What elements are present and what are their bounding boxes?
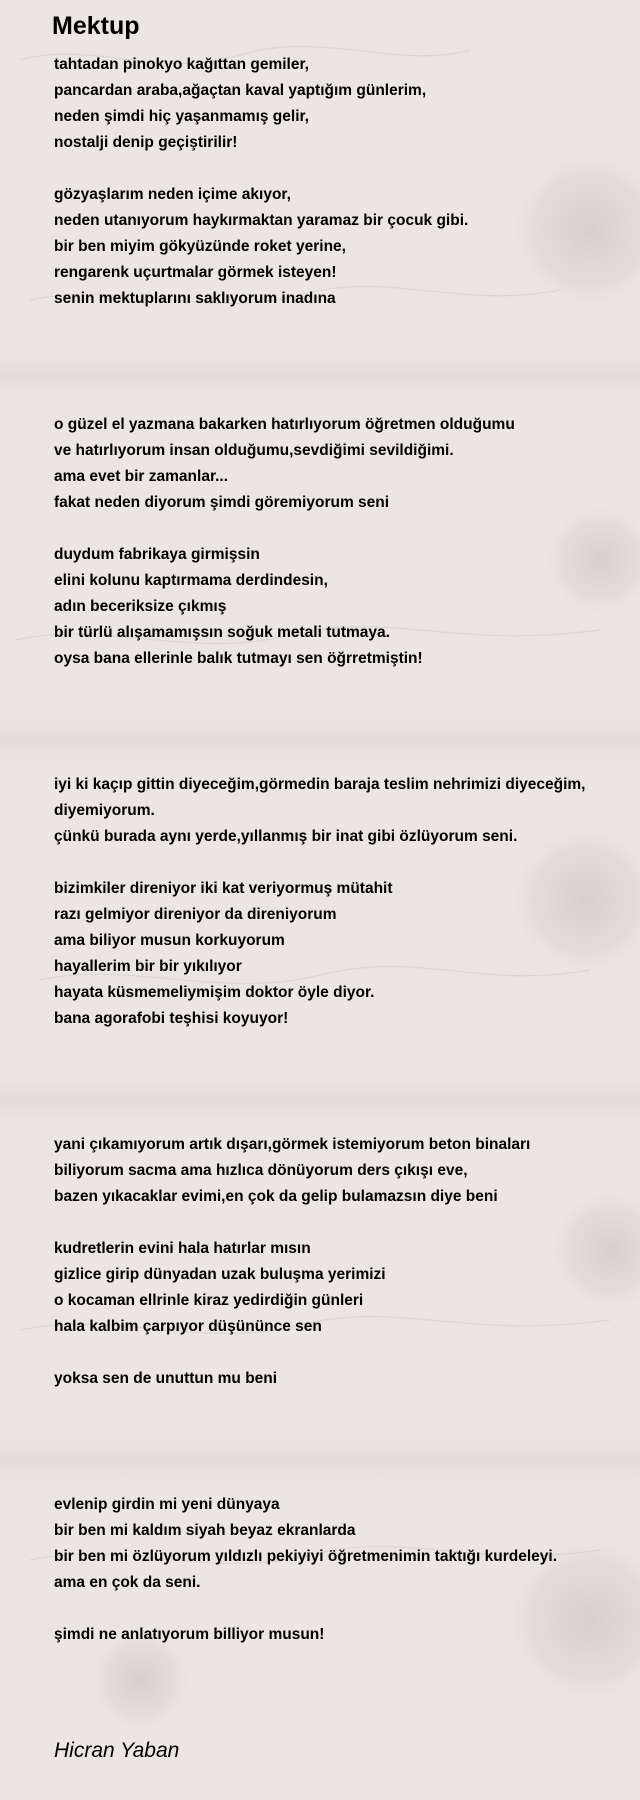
poem-line: fakat neden diyorum şimdi göremiyorum seni (54, 494, 390, 511)
poem-line: oysa bana ellerinle balık tutmayı sen öğrretmiştin! (54, 650, 423, 667)
poem-line: evlenip girdin mi yeni dünyaya (54, 1496, 280, 1513)
poem-line: neden şimdi hiç yaşanmamış gelir, (54, 108, 309, 125)
poem-line: hala kalbim çarpıyor düşününce sen (54, 1318, 322, 1335)
poem-line: duydum fabrikaya girmişsin (54, 546, 260, 563)
poem-line: o kocaman ellrinle kiraz yedirdiğin günleri (54, 1292, 364, 1309)
poem-line: iyi ki kaçıp gittin diyeceğim,görmedin baraja teslim nehrimizi diyeceğim, (54, 776, 586, 793)
poem-line: senin mektuplarını saklıyorum inadına (54, 290, 336, 307)
poem-line: bir ben miyim gökyüzünde roket yerine, (54, 238, 346, 255)
poem-line: biliyorum sacma ama hızlıca dönüyorum ders çıkışı eve, (54, 1162, 468, 1179)
poem-line: hayata küsmemeliymişim doktor öyle diyor. (54, 984, 375, 1001)
poem-line: bazen yıkacaklar evimi,en çok da gelip bulamazsın diye beni (54, 1188, 498, 1205)
poem-line: ve hatırlıyorum insan olduğumu,sevdiğimi sevildiğimi. (54, 442, 454, 459)
poem-line: ama evet bir zamanlar... (54, 468, 229, 485)
poem-line: bir türlü alışamamışsın soğuk metali tutmaya. (54, 624, 390, 641)
poem-line: pancardan araba,ağaçtan kaval yaptığım günlerim, (54, 82, 427, 99)
poem-line: bana agorafobi teşhisi koyuyor! (54, 1010, 289, 1027)
poem-title: Mektup (52, 12, 140, 40)
poem-line: gizlice girip dünyadan uzak buluşma yerimizi (54, 1266, 386, 1283)
poem-line: o güzel el yazmana bakarken hatırlıyorum öğretmen olduğumu (54, 416, 515, 433)
poem-line: adın beceriksize çıkmış (54, 598, 227, 615)
poem-line: bizimkiler direniyor iki kat veriyormuş mütahit (54, 880, 393, 897)
poem-line: ama biliyor musun korkuyorum (54, 932, 285, 949)
poem-line: ama en çok da seni. (54, 1574, 201, 1591)
poem-line: kudretlerin evini hala hatırlar mısın (54, 1240, 311, 1257)
poem-line: bir ben mi özlüyorum yıldızlı pekiyiyi öğretmenimin taktığı kurdeleyi. (54, 1548, 558, 1565)
poem-line: razı gelmiyor direniyor da direniyorum (54, 906, 337, 923)
poem-line: hayallerim bir bir yıkılıyor (54, 958, 242, 975)
poem-author: Hicran Yaban (54, 1739, 180, 1762)
poem-line: çünkü burada aynı yerde,yıllanmış bir inat gibi özlüyorum seni. (54, 828, 518, 845)
poem-line: bir ben mi kaldım siyah beyaz ekranlarda (54, 1522, 356, 1539)
poem-line: nostalji denip geçiştirilir! (54, 134, 238, 151)
poem-line: şimdi ne anlatıyorum billiyor musun! (54, 1626, 325, 1643)
poem-line: yani çıkamıyorum artık dışarı,görmek istemiyorum beton binaları (54, 1136, 531, 1153)
poem-line: gözyaşlarım neden içime akıyor, (54, 186, 291, 203)
poem-line: rengarenk uçurtmalar görmek isteyen! (54, 264, 337, 281)
poem-line: neden utanıyorum haykırmaktan yaramaz bir çocuk gibi. (54, 212, 469, 229)
poem-line: tahtadan pinokyo kağıttan gemiler, (54, 56, 309, 73)
poem-line: elini kolunu kaptırmama derdindesin, (54, 572, 328, 589)
poem-line: diyemiyorum. (54, 802, 155, 819)
poem-line: yoksa sen de unuttun mu beni (54, 1370, 278, 1387)
